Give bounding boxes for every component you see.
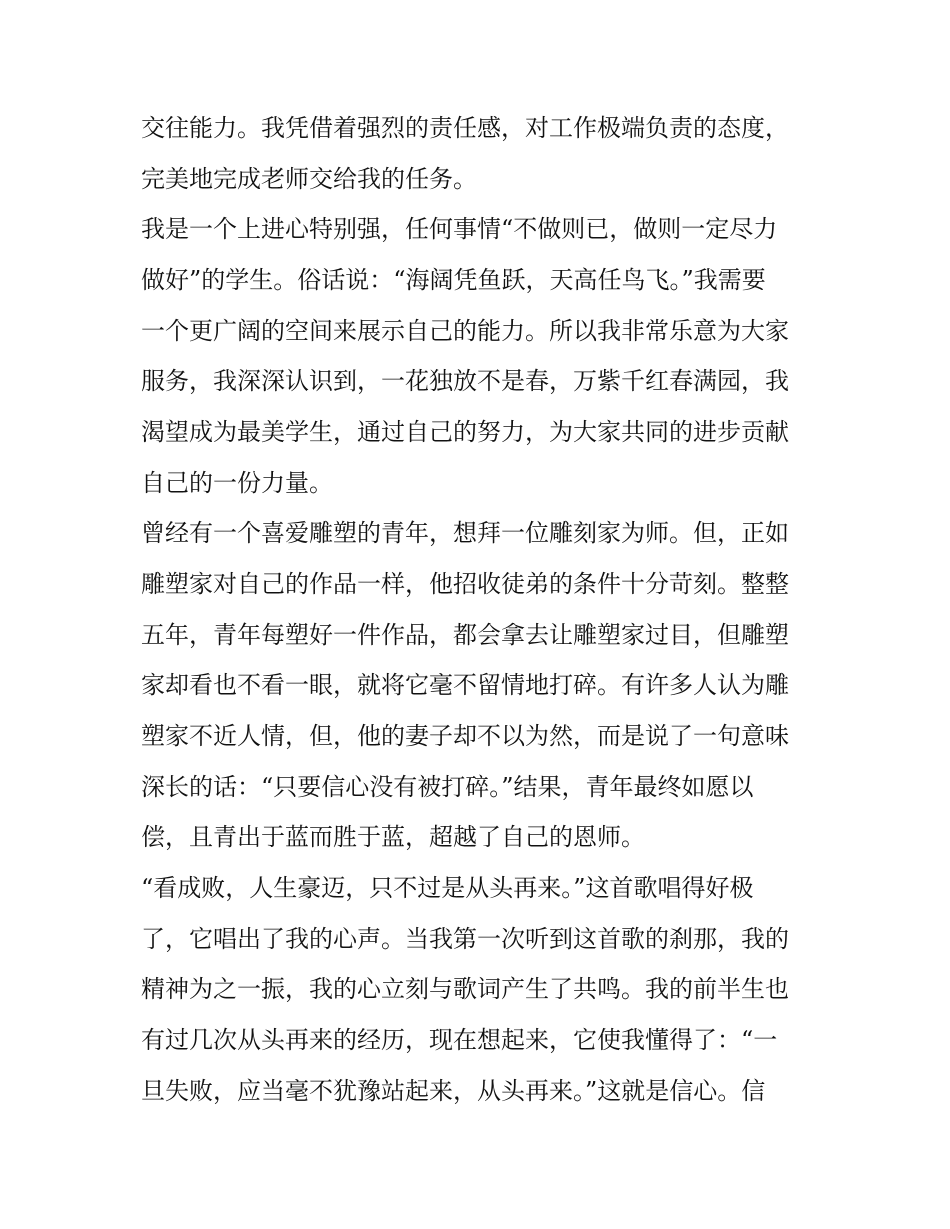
text-line: 曾经有一个喜爱雕塑的青年，想拜一位雕刻家为师。但，正如 bbox=[141, 519, 789, 547]
text-line: 偿，且青出于蓝而胜于蓝，超越了自己的恩师。 bbox=[141, 823, 645, 851]
text-line: 完美地完成老师交给我的任务。 bbox=[141, 165, 477, 193]
text-line: 有过几次从头再来的经历，现在想起来，它使我懂得了：“一 bbox=[141, 1026, 778, 1054]
text-line: 服务，我深深认识到，一花独放不是春，万紫千红春满园，我 bbox=[141, 367, 789, 395]
text-line: 深长的话：“只要信心没有被打碎。”结果，青年最终如愿以 bbox=[141, 773, 754, 801]
text-line: 渴望成为最美学生，通过自己的努力，为大家共同的进步贡献 bbox=[141, 418, 789, 446]
text-line: 一个更广阔的空间来展示自己的能力。所以我非常乐意为大家 bbox=[141, 317, 789, 345]
text-line: 自己的一份力量。 bbox=[141, 469, 333, 497]
text-line: “看成败，人生豪迈，只不过是从头再来。”这首歌唱得好极 bbox=[141, 874, 754, 902]
text-line: 家却看也不看一眼，就将它毫不留情地打碎。有许多人认为雕 bbox=[141, 671, 789, 699]
text-line: 精神为之一振，我的心立刻与歌词产生了共鸣。我的前半生也 bbox=[141, 975, 789, 1003]
text-line: 了，它唱出了我的心声。当我第一次听到这首歌的刹那，我的 bbox=[141, 925, 789, 953]
text-line: 五年，青年每塑好一件作品，都会拿去让雕塑家过目，但雕塑 bbox=[141, 621, 789, 649]
text-line: 做好”的学生。俗话说：“海阔凭鱼跃，天高任鸟飞。”我需要 bbox=[141, 266, 766, 294]
text-line: 塑家不近人情，但，他的妻子却不以为然，而是说了一句意味 bbox=[141, 722, 789, 750]
text-line: 旦失败，应当毫不犹豫站起来，从头再来。”这就是信心。信 bbox=[141, 1077, 766, 1105]
text-line: 交往能力。我凭借着强烈的责任感，对工作极端负责的态度， bbox=[141, 114, 789, 142]
text-line: 雕塑家对自己的作品一样，他招收徒弟的条件十分苛刻。整整 bbox=[141, 570, 789, 598]
text-line: 我是一个上进心特别强，任何事情“不做则已，做则一定尽力 bbox=[141, 215, 778, 243]
